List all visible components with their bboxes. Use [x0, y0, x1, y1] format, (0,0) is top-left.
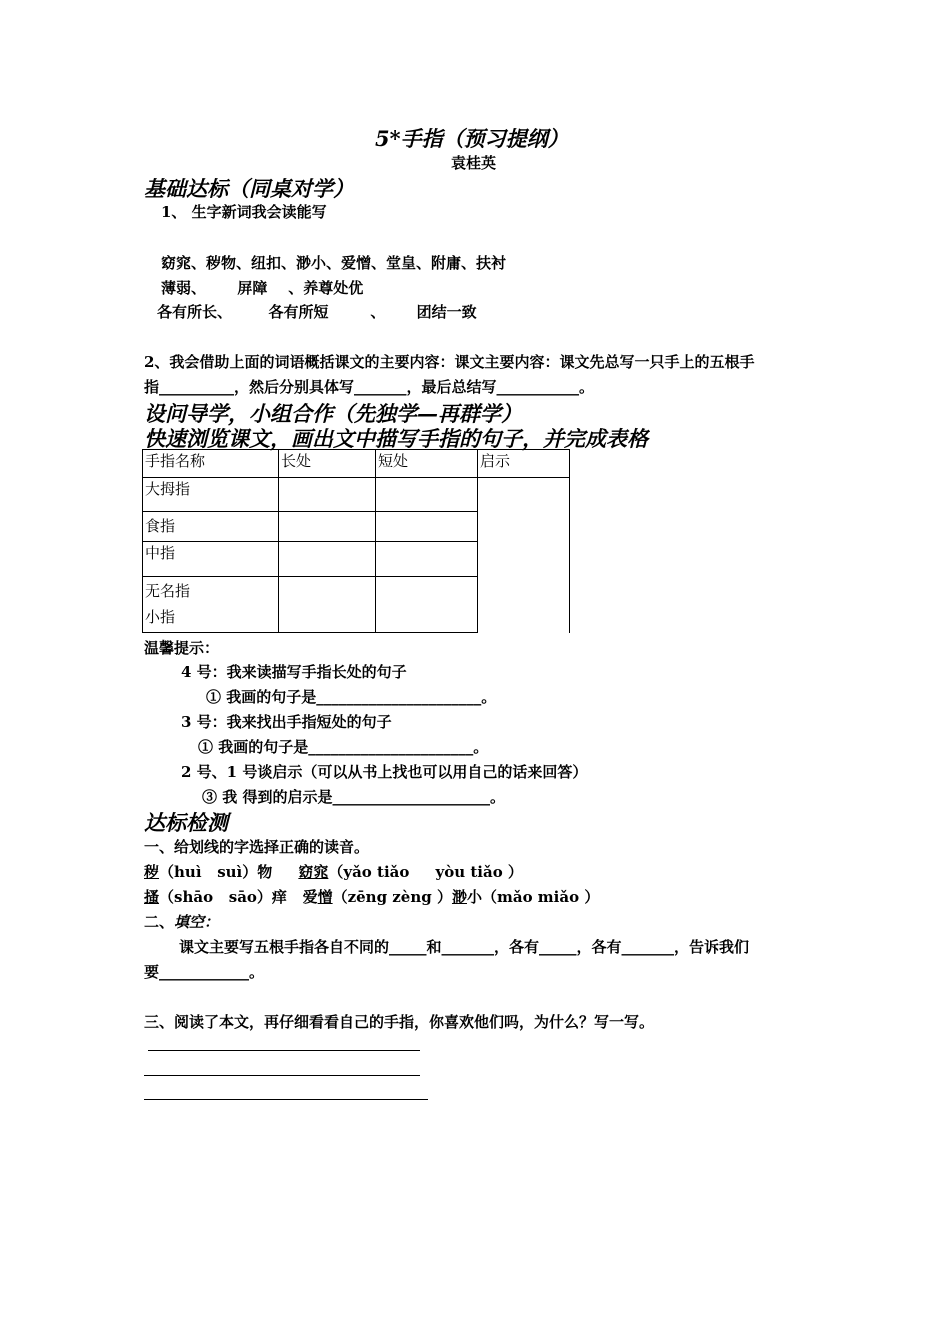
table-instruction-heading: 快速浏览课文，画出文中描写手指的句子，并完成表格 [144, 426, 648, 451]
section-heading-guided: 设问导学，小组合作（先独学—再群学） [144, 401, 522, 426]
tip-group-2-1: 2 号、1 号谈启示（可以从书上找也可以用自己的话来回答） [181, 763, 588, 781]
vocab-line-3: 各有所长、 各有所短 、 团结一致 [157, 303, 477, 321]
answer-line[interactable] [144, 1099, 428, 1100]
question-2-label: 二、填空： [144, 913, 220, 931]
item1-label: 1、 生字新词我会读能写 [161, 203, 327, 221]
page-title: 5*手指（预习提纲） [375, 126, 569, 151]
finger-name-ring: 无名指 [145, 582, 191, 600]
underlined-char: 憎 [317, 888, 333, 906]
section-heading-basics: 基础达标（同桌对学） [144, 176, 354, 201]
table-header-cell: 启示 [478, 450, 570, 478]
table-header-cell: 短处 [376, 450, 478, 478]
finger-name-cell: 大拇指 [143, 478, 279, 512]
underlined-char: 渺 [451, 888, 467, 906]
finger-name-cell: 食指 [143, 512, 279, 542]
finger-name-little: 小指 [145, 608, 176, 626]
finger-name-cell-group [143, 577, 279, 633]
item2-line-2: 指__________，然后分别具体写_______，最后总结写___________。 [144, 378, 595, 396]
tips-label: 温馨提示： [144, 639, 220, 657]
insight-cell[interactable] [478, 478, 570, 633]
author-name: 袁桂英 [451, 154, 497, 172]
weakness-cell[interactable] [376, 542, 478, 577]
answer-line[interactable] [144, 1075, 420, 1076]
underlined-word: 窈窕 [298, 863, 329, 881]
strength-cell[interactable] [279, 512, 376, 542]
strength-cell[interactable] [279, 542, 376, 577]
fill-blank-line-1[interactable]: 课文主要写五根手指各自不同的_____和_______，各有_____，各有_______，告诉我们 [179, 938, 750, 956]
tip-group-4-answer[interactable]: ① 我画的句子是______________________。 [206, 688, 497, 706]
section-heading-assessment: 达标检测 [144, 810, 228, 835]
strength-cell[interactable] [279, 478, 376, 512]
item2-line-1: 2、我会借助上面的词语概括课文的主要内容：课文主要内容：课文先总写一只手上的五根手 [144, 353, 755, 371]
vocab-line-1: 窈窕、秽物、纽扣、渺小、爱憎、堂皇、附庸、扶衬 [161, 254, 507, 272]
question-1-label: 一、给划线的字选择正确的读音。 [144, 838, 370, 856]
tip-group-3-answer[interactable]: ① 我画的句子是______________________。 [198, 738, 489, 756]
weakness-cell[interactable] [376, 577, 478, 633]
tip-group-2-1-answer[interactable]: ③ 我 得到的启示是_____________________。 [202, 788, 505, 806]
question-3-label: 三、阅读了本文，再仔细看看自己的手指，你喜欢他们吗，为什么？写一写。 [144, 1013, 655, 1031]
weakness-cell[interactable] [376, 478, 478, 512]
answer-line[interactable] [148, 1050, 420, 1051]
underlined-char: 秽 [144, 863, 160, 881]
table-header-cell: 手指名称 [143, 450, 279, 478]
underlined-char: 搔 [144, 888, 160, 906]
pinyin-line-2: 搔（shāo sāo）痒 爱憎（zēng zèng ）渺小（mǎo miǎo ） [144, 888, 600, 906]
pinyin-line-1: 秽（huì suì）物 窈窕（yǎo tiǎo yòu tiǎo ） [144, 863, 523, 881]
weakness-cell[interactable] [376, 512, 478, 542]
vocab-line-2: 薄弱、 屏障 、养尊处优 [161, 279, 364, 297]
tip-group-4: 4 号：我来读描写手指长处的句子 [181, 663, 407, 681]
tip-group-3: 3 号：我来找出手指短处的句子 [181, 713, 392, 731]
table-header-cell: 长处 [279, 450, 376, 478]
fill-blank-line-2[interactable]: 要____________。 [144, 963, 265, 981]
strength-cell[interactable] [279, 577, 376, 633]
finger-table [142, 449, 570, 633]
finger-name-cell: 中指 [143, 542, 279, 577]
